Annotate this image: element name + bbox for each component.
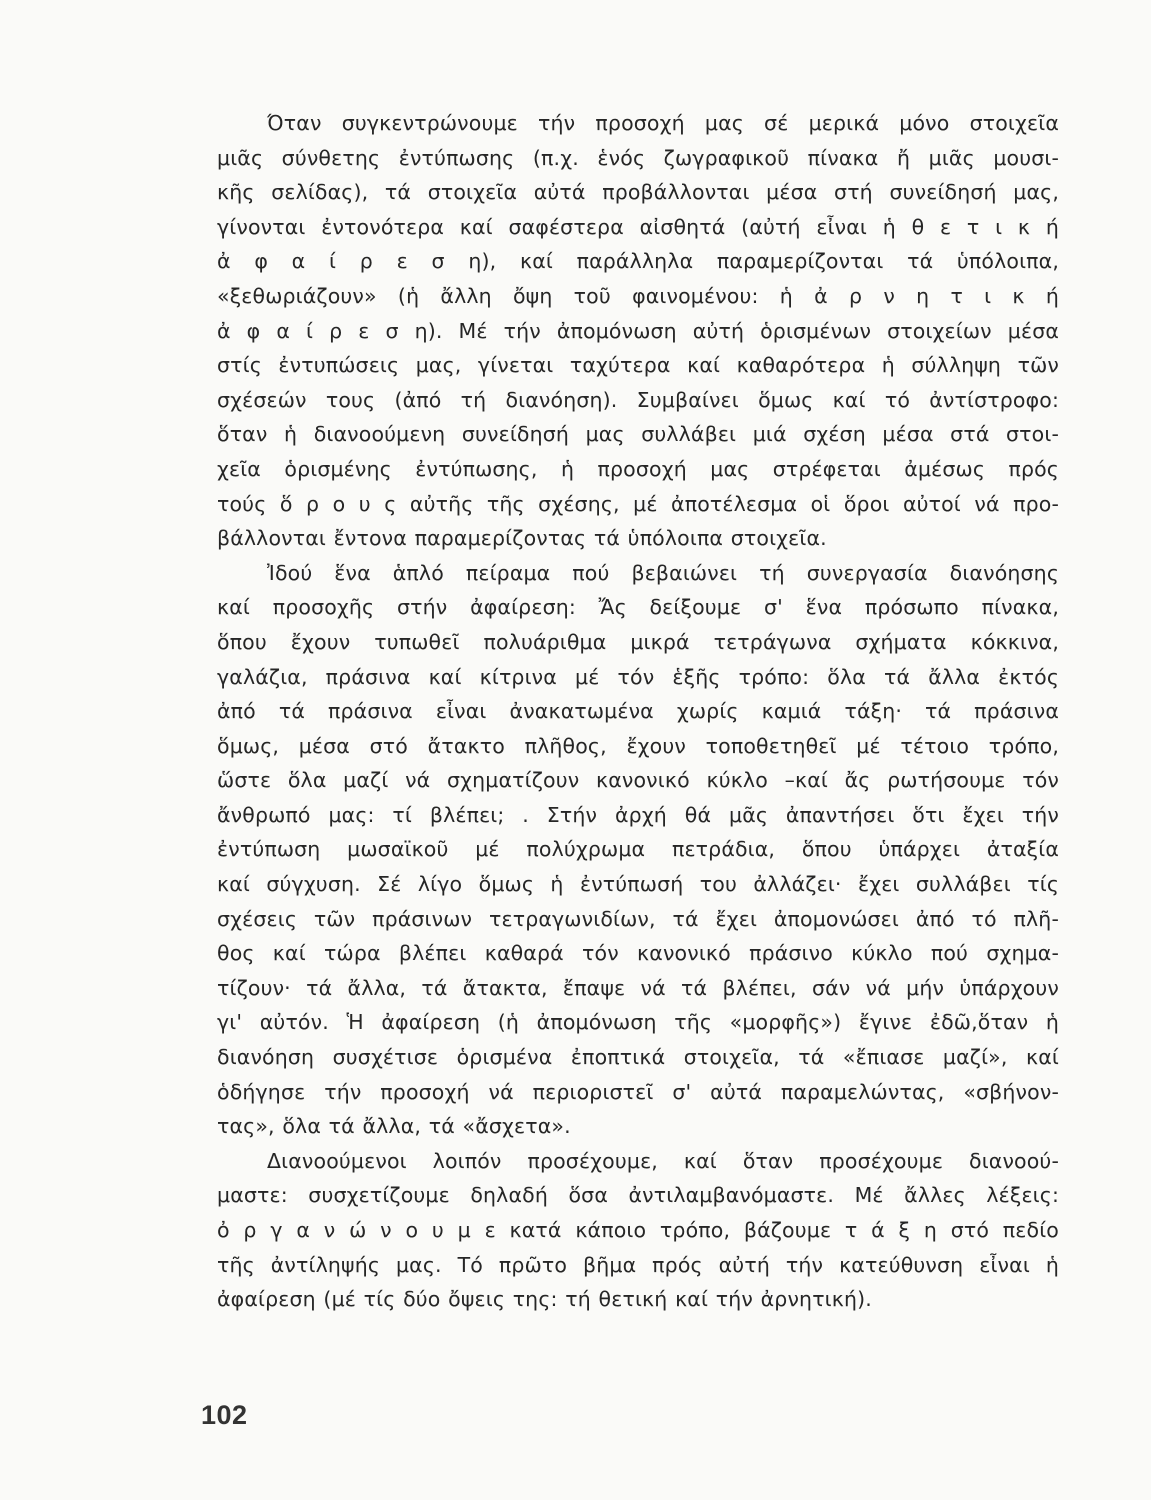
body-text [217,106,1059,1317]
text-line: Όταν συγκεντρώνουμε τήν προσοχή μας σέ μερικά μόνο στοιχεῖα [267,111,1059,135]
text-line: σχέσεών τους (ἀπό τή διανόηση). Συμβαίνει ὅμως καί τό ἀντίστροφο: [217,387,1059,412]
text-line: τας», ὅλα τά ἄλλα, τά «ἄσχετα». [217,1114,571,1139]
text-line: χεῖα ὁρισμένης ἐντύπωσης, ἡ προσοχή μας στρέφεται ἀμέσως πρός [217,456,1059,481]
text-line: ὅμως, μέσα στό ἄτακτο πλῆθος, ἔχουν τοποθετηθεῖ μέ τέτοιο τρόπο, [217,733,1059,758]
text-line: καί προσοχῆς στήν ἀφαίρεση: Ἄς δείξουμε σ' ἕνα πρόσωπο πίνακα, [217,595,1059,620]
text-line: Διανοούμενοι λοιπόν προσέχουμε, καί ὅταν προσέχουμε διανοού- [267,1148,1059,1173]
text-line: ἀ φ α ί ρ ε σ η). Μέ τήν ἀπομόνωση αὐτή ὁρισμένων στοιχείων μέσα [217,318,1059,343]
text-line: γαλάζια, πράσινα καί κίτρινα μέ τόν ἑξῆς τρόπο: ὅλα τά ἄλλα ἐκτός [217,664,1059,689]
text-line: ὁδήγησε τήν προσοχή νά περιοριστεῖ σ' αὐτά παραμελώντας, «σβήνον- [217,1079,1059,1104]
text-line: ἐντύπωση μωσαϊκοῦ μέ πολύχρωμα πετράδια, ὅπου ὑπάρχει ἀταξία [217,837,1059,862]
text-line: γίνονται ἐντονότερα καί σαφέστερα αἰσθητά (αὐτή εἶναι ἡ θ ε τ ι κ ή [217,214,1059,239]
text-line: βάλλονται ἔντονα παραμερίζοντας τά ὑπόλοιπα στοιχεῖα. [217,526,827,551]
text-line: ὥστε ὅλα μαζί νά σχηματίζουν κανονικό κύκλο –καί ἄς ρωτήσουμε τόν [217,768,1059,793]
text-line: τῆς ἀντίληψής μας. Τό πρῶτο βῆμα πρός αὐτή τήν κατεύθυνση εἶναι ἡ [217,1252,1059,1277]
text-line: ἀ φ α ί ρ ε σ η), καί παράλληλα παραμερίζονται τά ὑπόλοιπα, [217,249,1059,274]
text-line: σχέσεις τῶν πράσινων τετραγωνιδίων, τά ἔχει ἀπομονώσει ἀπό τό πλῆ- [217,906,1059,931]
text-line: στίς ἐντυπώσεις μας, γίνεται ταχύτερα καί καθαρότερα ἡ σύλληψη τῶν [217,353,1059,378]
text-line: ὅταν ἡ διανοούμενη συνείδησή μας συλλάβει μιά σχέση μέσα στά στοι- [217,422,1059,447]
text-line: θος καί τώρα βλέπει καθαρά τόν κανονικό πράσινο κύκλο πού σχημα- [217,941,1059,966]
page-number: 102 [201,1400,248,1430]
text-line: γι' αὐτόν. Ἡ ἀφαίρεση (ἡ ἀπομόνωση τῆς «μορφῆς») ἔγινε ἐδῶ,ὅταν ἡ [217,1010,1059,1035]
text-line: καί σύγχυση. Σέ λίγο ὅμως ἡ ἐντύπωσή του ἀλλάζει· ἔχει συλλάβει τίς [217,872,1059,897]
text-line: μαστε: συσχετίζουμε δηλαδή ὅσα ἀντιλαμβανόμαστε. Μέ ἄλλες λέξεις: [217,1183,1059,1208]
text-line: διανόηση συσχέτισε ὁρισμένα ἐποπτικά στοιχεῖα, τά «ἔπιασε μαζί», καί [217,1045,1059,1070]
text-line: Ἰδού ἕνα ἁπλό πείραμα πού βεβαιώνει τή συνεργασία διανόησης [267,560,1059,585]
text-line: ἄνθρωπό μας: τί βλέπει; . Στήν ἀρχή θά μᾶς ἀπαντήσει ὅτι ἔχει τήν [217,802,1059,827]
text-line: ἀπό τά πράσινα εἶναι ἀνακατωμένα χωρίς καμιά τάξη· τά πράσινα [217,699,1059,724]
text-line: ἀφαίρεση (μέ τίς δύο ὄψεις της: τή θετική καί τήν ἀρνητική). [217,1287,872,1312]
text-line: τούς ὅ ρ ο υ ς αὐτῆς τῆς σχέσης, μέ ἀποτέλεσμα οἱ ὅροι αὐτοί νά προ- [217,491,1059,516]
text-line: ὀ ρ γ α ν ώ ν ο υ μ ε κατά κάποιο τρόπο, βάζουμε τ ά ξ η στό πεδίο [217,1218,1059,1242]
text-line: «ξεθωριάζουν» (ἡ ἄλλη ὄψη τοῦ φαινομένου: ἡ ἀ ρ ν η τ ι κ ή [217,283,1059,308]
text-line: ὅπου ἔχουν τυπωθεῖ πολυάριθμα μικρά τετράγωνα σχήματα κόκκινα, [217,629,1059,654]
text-line: τίζουν· τά ἄλλα, τά ἄτακτα, ἔπαψε νά τά βλέπει, σάν νά μήν ὑπάρχουν [217,975,1059,1000]
text-line: κῆς σελίδας), τά στοιχεῖα αὐτά προβάλλονται μέσα στή συνείδησή μας, [217,180,1059,205]
text-line: μιᾶς σύνθετης ἐντύπωσης (π.χ. ἑνός ζωγραφικοῦ πίνακα ἤ μιᾶς μουσι- [217,145,1059,170]
